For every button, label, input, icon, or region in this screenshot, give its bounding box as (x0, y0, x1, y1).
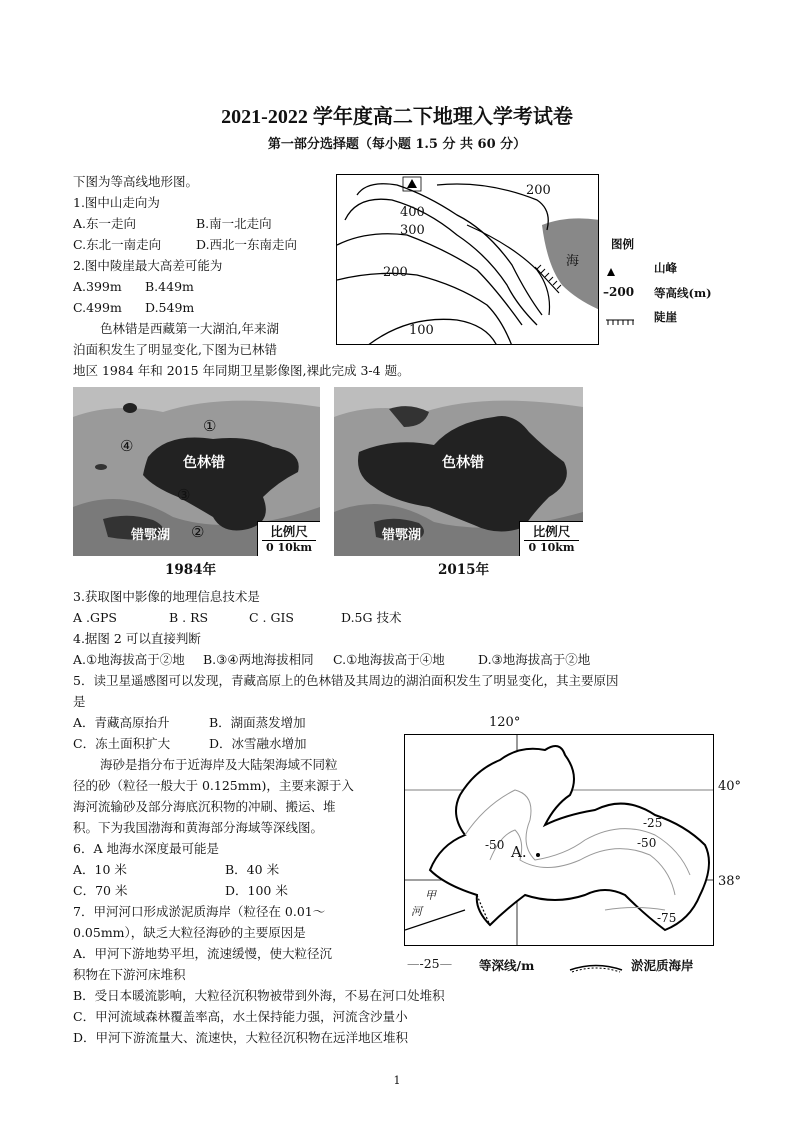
q2-options-row1 (73, 276, 194, 297)
scale-box-2015 (519, 521, 583, 556)
q5-options-row1 (73, 712, 306, 733)
coastline (430, 746, 709, 930)
q5-options-row2 (73, 733, 307, 754)
q2-option-a[interactable]: A.399m (73, 279, 122, 294)
page-title: 2021-2022 学年度高二下地理入学考试卷 (221, 106, 573, 128)
q3-stem: 3.获取图中影像的地理信息技术是 (73, 589, 260, 604)
contour-label-100: 100 (409, 323, 434, 338)
latitude-label-40: 40° (718, 779, 742, 794)
year-label-2015: 2015年 (438, 562, 490, 578)
legend-isobath-value: -25 (419, 956, 440, 971)
marker-3: ③ (177, 486, 191, 504)
q1-option-d[interactable]: D.西北一东南走向 (196, 237, 298, 252)
legend-cliff-icon (606, 312, 636, 320)
q4-stem: 4.据图 2 可以直接判断 (73, 631, 201, 646)
scale-length-2015: 0 10km (524, 540, 579, 554)
q7-option-c[interactable]: C．甲河流域森林覆盖率高，水土保持能力强，河流含沙量小 (73, 1009, 408, 1024)
q3-options (73, 607, 401, 628)
legend-coast-label: 淤泥质海岸 (631, 958, 694, 973)
q2-option-d[interactable]: D.549m (145, 300, 195, 315)
q5-option-c[interactable]: C．冻土面积扩大 (73, 736, 171, 751)
intro-selin-line3: 地区 1984 年和 2015 年同期卫星影像图,裸此完成 3-4 题。 (73, 363, 410, 378)
legend-isobath-label: 等深线/m (479, 958, 535, 973)
q2-stem: 2.图中陵崖最大高差可能为 (73, 258, 223, 273)
q3-option-c[interactable]: C . GIS (249, 610, 294, 625)
q2-options-row2 (73, 297, 194, 318)
contour-label-300: 300 (400, 223, 425, 238)
depth-label-25: -25 (643, 816, 663, 830)
point-a-dot (536, 853, 540, 857)
q6-option-b[interactable]: B．40 米 (225, 862, 280, 877)
marker-2: ② (191, 523, 205, 541)
latitude-label-38: 38° (718, 874, 742, 889)
scale-title-2015: 比例尺 (532, 524, 571, 539)
q4-options (73, 649, 590, 670)
marker-4: ④ (120, 437, 134, 455)
lake-label-1984: 色林错 (183, 455, 225, 471)
river-label-jia: 甲 (425, 889, 436, 902)
legend-cliff-label: 陡崖 (654, 310, 677, 324)
legend1-title: 图例 (611, 237, 634, 251)
q4-option-b[interactable]: B.③④两地海拔相同 (203, 652, 314, 667)
longitude-label: 120° (489, 715, 521, 730)
q4-option-d[interactable]: D.③地海拔高于②地 (478, 652, 591, 667)
depth-label-50a: -50 (485, 838, 505, 852)
intro-selin-line2: 泊面积发生了明显变化,下图为已林错 (73, 342, 277, 357)
scale-box-1984 (257, 521, 320, 556)
q7-option-d[interactable]: D．甲河下游流量大、流速快，大粒径沉积物在远洋地区堆积 (73, 1030, 409, 1045)
contour-label-200a: 200 (526, 183, 551, 198)
legend-peak-icon (606, 262, 616, 272)
q5-option-a[interactable]: A．青藏高原抬升 (73, 715, 170, 730)
contour-line-500 (357, 184, 542, 315)
q1-options-row2 (73, 234, 297, 255)
q7-option-a-line2[interactable]: 积物在下游河床堆积 (73, 967, 186, 982)
scale-length-1984: 0 10km (262, 540, 316, 554)
q3-option-b[interactable]: B . RS (169, 610, 209, 625)
legend-contour-sample: –200 (603, 285, 635, 299)
q7-stem-line1: 7．甲河河口形成淤泥质海岸（粒径在 0.01～ (73, 904, 326, 919)
q2-option-c[interactable]: C.499m (73, 300, 122, 315)
scale-title-1984: 比例尺 (270, 524, 308, 539)
satellite-image-1984 (73, 387, 320, 556)
q1-option-a[interactable]: A.东一走向 (73, 216, 137, 231)
q7-stem-line2: 0.05mm），缺乏大粒径海砂的主要原因是 (73, 925, 306, 940)
lake2-label-2015: 错鄂湖 (382, 528, 422, 543)
river-label-he: 河 (411, 905, 422, 918)
intro-contour: 下图为等高线地形图。 (73, 174, 199, 189)
q6-options-row1 (73, 859, 279, 880)
point-a-label: A. (511, 843, 527, 861)
depth-label-75: -75 (657, 911, 677, 925)
q5-option-d[interactable]: D．冰雪融水增加 (209, 736, 307, 751)
depth-label-50b: -50 (637, 836, 657, 850)
q1-option-b[interactable]: B.南一北走向 (196, 216, 272, 231)
marker-1: ① (203, 417, 217, 435)
intro-seasand-line1: 海砂是指分布于近海岸及大陆架海域不同粒 (100, 757, 338, 772)
legend-contour-label: 等高线(m) (654, 286, 712, 300)
satellite-image-2015 (334, 387, 583, 556)
peak-triangle-icon (407, 179, 417, 188)
intro-selin-line1: 色林错是西藏第一大湖泊,年来湖 (100, 321, 279, 336)
q4-option-a[interactable]: A.①地海拔高于②地 (73, 652, 185, 667)
legend-isobath-sample: —-25— (407, 956, 453, 971)
q6-stem: 6．A 地海水深度最可能是 (73, 841, 219, 856)
lake-label-2015: 色林错 (442, 455, 484, 471)
q1-stem: 1.图中山走向为 (73, 195, 160, 210)
q4-option-c[interactable]: C.①地海拔高于④地 (333, 652, 445, 667)
page-number: 1 (393, 1074, 401, 1087)
q6-options-row2 (73, 880, 288, 901)
q3-option-a[interactable]: A .GPS (73, 610, 117, 625)
q3-option-d[interactable]: D.5G 技术 (341, 610, 402, 625)
q1-option-c[interactable]: C.东北一南走向 (73, 237, 162, 252)
contour-label-400: 400 (400, 205, 425, 220)
sea-label: 海 (566, 254, 580, 269)
bohai-depth-map (404, 734, 714, 946)
contour-line-300 (337, 234, 522, 325)
year-label-1984: 1984年 (165, 562, 217, 578)
q7-option-b[interactable]: B．受日本暖流影响，大粒径沉积物被带到外海，不易在河口处堆积 (73, 988, 445, 1003)
q5-stem-line2: 是 (73, 694, 86, 709)
lake2-label-1984: 错鄂湖 (131, 528, 171, 543)
contour-map (336, 174, 599, 345)
section-subtitle: 第一部分选择题（每小题 1.5 分 共 60 分） (267, 137, 527, 152)
intro-seasand-line4: 积。下为我国渤海和黄海部分海域等深线图。 (73, 820, 324, 835)
q5-option-b[interactable]: B．湖面蒸发增加 (209, 715, 306, 730)
legend-peak-label: 山峰 (654, 261, 677, 275)
q2-option-b[interactable]: B.449m (145, 279, 194, 294)
intro-seasand-line3: 海河流输砂及部分海底沉积物的冲刷、搬运、堆 (73, 799, 336, 814)
contour-map-svg (337, 175, 599, 345)
q6-option-a[interactable]: A．10 米 (73, 862, 127, 877)
q6-option-d[interactable]: D．100 米 (225, 883, 288, 898)
contour-label-200b: 200 (383, 265, 408, 280)
legend-coast-icon (568, 958, 624, 970)
intro-seasand-line2: 径的砂（粒径一般大于 0.125mm)，主要来源于入 (73, 778, 354, 793)
q7-option-a-line1[interactable]: A．甲河下游地势平坦，流速缓慢，使大粒径沉 (73, 946, 333, 961)
q6-option-c[interactable]: C．70 米 (73, 883, 128, 898)
q5-stem-line1: 5．读卫星遥感图可以发现，青藏高原上的色林错及其周边的湖泊面积发生了明显变化，其主要原因 (73, 673, 619, 688)
q1-options-row1 (73, 213, 272, 234)
